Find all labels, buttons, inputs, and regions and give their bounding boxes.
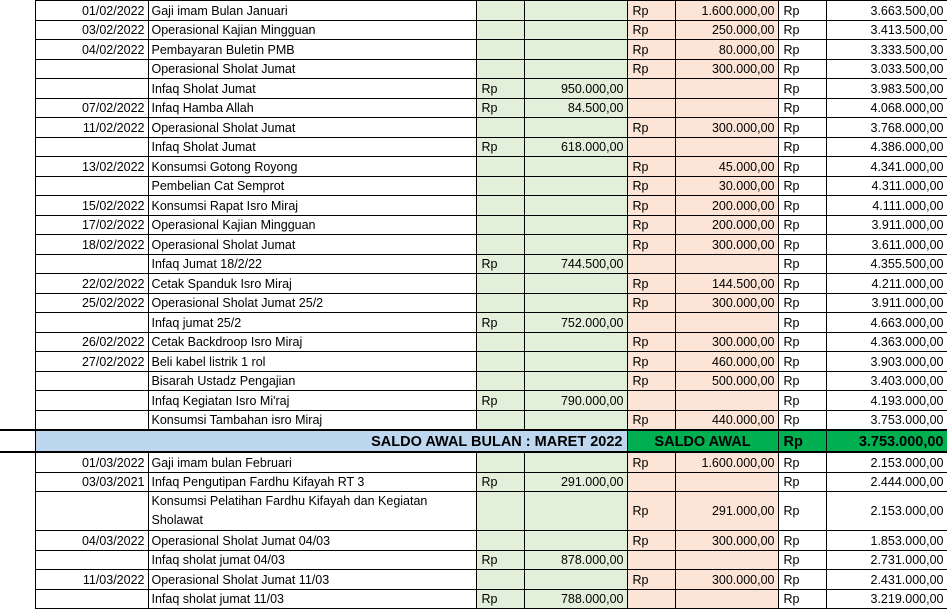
ledger-row — [0, 452, 947, 472]
row-margin — [0, 254, 35, 274]
expense-amount-cell[interactable]: 45.000,00 — [675, 157, 778, 177]
balance-currency-cell[interactable]: Rp — [778, 531, 826, 551]
description-cell[interactable]: Infaq Kegiatan Isro Mi'raj — [148, 391, 476, 411]
date-cell[interactable]: 07/02/2022 — [35, 98, 148, 118]
date-cell[interactable] — [35, 391, 148, 411]
expense-currency-cell[interactable] — [627, 313, 675, 333]
balance-amount-cell[interactable]: 4.341.000,00 — [826, 157, 947, 177]
date-cell[interactable]: 17/02/2022 — [35, 215, 148, 235]
balance-amount-cell[interactable]: 3.911.000,00 — [826, 215, 947, 235]
balance-amount-cell[interactable]: 3.403.000,00 — [826, 371, 947, 391]
balance-currency-cell[interactable]: Rp — [778, 215, 826, 235]
income-currency-cell[interactable]: Rp — [476, 472, 524, 492]
expense-amount-cell[interactable] — [675, 98, 778, 118]
expense-currency-cell[interactable]: Rp — [627, 59, 675, 79]
expense-currency-cell[interactable]: Rp — [627, 332, 675, 352]
income-currency-cell[interactable]: Rp — [476, 98, 524, 118]
balance-currency-cell[interactable]: Rp — [778, 20, 826, 40]
ledger-row — [0, 59, 947, 79]
balance-amount-cell[interactable]: 4.311.000,00 — [826, 176, 947, 196]
expense-amount-cell[interactable]: 30.000,00 — [675, 176, 778, 196]
saldo-awal-currency: Rp — [778, 430, 826, 452]
date-cell[interactable] — [35, 410, 148, 430]
expense-amount-cell[interactable] — [675, 79, 778, 99]
row-margin — [0, 371, 35, 391]
ledger-row — [0, 176, 947, 196]
income-amount-cell[interactable] — [524, 371, 627, 391]
income-amount-cell[interactable] — [524, 196, 627, 216]
balance-amount-cell[interactable]: 4.111.000,00 — [826, 196, 947, 216]
income-currency-cell[interactable] — [476, 196, 524, 216]
ledger-row — [0, 118, 947, 138]
description-cell[interactable]: Operasional Sholat Jumat — [148, 118, 476, 138]
balance-amount-cell[interactable]: 2.431.000,00 — [826, 570, 947, 590]
expense-currency-cell[interactable]: Rp — [627, 157, 675, 177]
ledger-row — [0, 293, 947, 313]
balance-currency-cell[interactable]: Rp — [778, 570, 826, 590]
expense-amount-cell[interactable]: 144.500,00 — [675, 274, 778, 294]
income-amount-cell[interactable] — [524, 332, 627, 352]
row-margin — [0, 98, 35, 118]
description-cell[interactable]: Konsumsi Tambahan isro Miraj — [148, 410, 476, 430]
row-margin — [0, 391, 35, 411]
expense-currency-cell[interactable] — [627, 79, 675, 99]
ledger-row — [0, 589, 947, 609]
income-currency-cell[interactable]: Rp — [476, 391, 524, 411]
description-cell[interactable]: Infaq Sholat Jumat — [148, 79, 476, 99]
balance-currency-cell[interactable]: Rp — [778, 371, 826, 391]
balance-currency-cell[interactable]: Rp — [778, 254, 826, 274]
balance-currency-cell[interactable]: Rp — [778, 79, 826, 99]
expense-amount-cell[interactable] — [675, 137, 778, 157]
date-cell[interactable]: 11/02/2022 — [35, 118, 148, 138]
row-margin — [0, 157, 35, 177]
expense-amount-cell[interactable]: 300.000,00 — [675, 293, 778, 313]
income-amount-cell[interactable] — [524, 274, 627, 294]
income-currency-cell[interactable] — [476, 293, 524, 313]
description-cell[interactable]: Infaq sholat jumat 11/03 — [148, 589, 476, 609]
balance-amount-cell[interactable]: 4.211.000,00 — [826, 274, 947, 294]
date-cell[interactable]: 03/02/2022 — [35, 20, 148, 40]
income-currency-cell[interactable] — [476, 371, 524, 391]
saldo-awal-title: SALDO AWAL BULAN : MARET 2022 — [35, 430, 627, 452]
income-currency-cell[interactable] — [476, 352, 524, 372]
income-amount-cell[interactable]: 84.500,00 — [524, 98, 627, 118]
row-margin — [0, 137, 35, 157]
balance-currency-cell[interactable]: Rp — [778, 452, 826, 472]
ledger-row — [0, 137, 947, 157]
balance-amount-cell[interactable]: 3.333.500,00 — [826, 40, 947, 60]
expense-amount-cell[interactable] — [675, 391, 778, 411]
balance-amount-cell[interactable]: 3.753.000,00 — [826, 410, 947, 430]
row-margin — [0, 59, 35, 79]
income-amount-cell[interactable] — [524, 531, 627, 551]
description-cell[interactable]: Bisarah Ustadz Pengajian — [148, 371, 476, 391]
income-currency-cell[interactable] — [476, 531, 524, 551]
income-currency-cell[interactable]: Rp — [476, 550, 524, 570]
description-cell[interactable]: Gaji imam bulan Februari — [148, 452, 476, 472]
income-amount-cell[interactable] — [524, 452, 627, 472]
expense-amount-cell[interactable]: 200.000,00 — [675, 215, 778, 235]
expense-amount-cell[interactable]: 1.600.000,00 — [675, 1, 778, 21]
expense-amount-cell[interactable]: 80.000,00 — [675, 40, 778, 60]
date-cell[interactable]: 13/02/2022 — [35, 157, 148, 177]
expense-currency-cell[interactable]: Rp — [627, 293, 675, 313]
date-cell[interactable]: 18/02/2022 — [35, 235, 148, 255]
row-margin — [0, 293, 35, 313]
description-cell[interactable]: Operasional Sholat Jumat 11/03 — [148, 570, 476, 590]
income-amount-cell[interactable] — [524, 410, 627, 430]
expense-amount-cell[interactable] — [675, 254, 778, 274]
date-cell[interactable] — [35, 550, 148, 570]
description-cell[interactable]: Cetak Spanduk Isro Miraj — [148, 274, 476, 294]
description-cell[interactable]: Infaq jumat 25/2 — [148, 313, 476, 333]
balance-currency-cell[interactable]: Rp — [778, 472, 826, 492]
income-currency-cell[interactable] — [476, 59, 524, 79]
income-amount-cell[interactable] — [524, 492, 627, 531]
expense-currency-cell[interactable]: Rp — [627, 352, 675, 372]
expense-amount-cell[interactable]: 460.000,00 — [675, 352, 778, 372]
description-cell[interactable]: Infaq Hamba Allah — [148, 98, 476, 118]
balance-amount-cell[interactable]: 4.363.000,00 — [826, 332, 947, 352]
ledger-row — [0, 20, 947, 40]
balance-amount-cell[interactable]: 3.903.000,00 — [826, 352, 947, 372]
income-currency-cell[interactable] — [476, 157, 524, 177]
row-margin — [0, 215, 35, 235]
date-cell[interactable] — [35, 176, 148, 196]
expense-amount-cell[interactable]: 1.600.000,00 — [675, 452, 778, 472]
ledger-row — [0, 531, 947, 551]
description-cell[interactable]: Infaq Jumat 18/2/22 — [148, 254, 476, 274]
row-margin — [0, 570, 35, 590]
balance-amount-cell[interactable]: 3.033.500,00 — [826, 59, 947, 79]
ledger-row — [0, 371, 947, 391]
balance-currency-cell[interactable]: Rp — [778, 274, 826, 294]
row-margin — [0, 352, 35, 372]
description-cell[interactable]: Konsumsi Gotong Royong — [148, 157, 476, 177]
row-margin — [0, 550, 35, 570]
expense-amount-cell[interactable]: 300.000,00 — [675, 59, 778, 79]
balance-currency-cell[interactable]: Rp — [778, 137, 826, 157]
income-currency-cell[interactable] — [476, 410, 524, 430]
expense-amount-cell[interactable] — [675, 589, 778, 609]
date-cell[interactable]: 03/03/2021 — [35, 472, 148, 492]
expense-currency-cell[interactable]: Rp — [627, 570, 675, 590]
income-amount-cell[interactable] — [524, 570, 627, 590]
date-cell[interactable] — [35, 137, 148, 157]
ledger-row — [0, 1, 947, 21]
ledger-row — [0, 157, 947, 177]
expense-currency-cell[interactable]: Rp — [627, 492, 675, 531]
date-cell[interactable]: 11/03/2022 — [35, 570, 148, 590]
income-currency-cell[interactable] — [476, 40, 524, 60]
balance-amount-cell[interactable]: 2.444.000,00 — [826, 472, 947, 492]
description-cell[interactable]: Infaq Pengutipan Fardhu Kifayah RT 3 — [148, 472, 476, 492]
balance-currency-cell[interactable]: Rp — [778, 59, 826, 79]
balance-currency-cell[interactable]: Rp — [778, 391, 826, 411]
expense-amount-cell[interactable]: 300.000,00 — [675, 235, 778, 255]
ledger-row — [0, 235, 947, 255]
income-amount-cell[interactable] — [524, 157, 627, 177]
expense-currency-cell[interactable]: Rp — [627, 176, 675, 196]
expense-amount-cell[interactable] — [675, 550, 778, 570]
saldo-awal-row — [0, 430, 947, 452]
income-amount-cell[interactable]: 744.500,00 — [524, 254, 627, 274]
balance-amount-cell[interactable]: 3.663.500,00 — [826, 1, 947, 21]
balance-amount-cell[interactable]: 4.386.000,00 — [826, 137, 947, 157]
expense-currency-cell[interactable]: Rp — [627, 452, 675, 472]
expense-currency-cell[interactable] — [627, 550, 675, 570]
description-cell[interactable]: Operasional Sholat Jumat — [148, 59, 476, 79]
description-cell[interactable]: Operasional Sholat Jumat 04/03 — [148, 531, 476, 551]
income-amount-cell[interactable]: 878.000,00 — [524, 550, 627, 570]
date-cell[interactable] — [35, 79, 148, 99]
date-cell[interactable]: 15/02/2022 — [35, 196, 148, 216]
ledger-row — [0, 98, 947, 118]
income-currency-cell[interactable]: Rp — [476, 589, 524, 609]
balance-amount-cell[interactable]: 3.413.500,00 — [826, 20, 947, 40]
expense-amount-cell[interactable]: 440.000,00 — [675, 410, 778, 430]
balance-currency-cell[interactable]: Rp — [778, 589, 826, 609]
expense-currency-cell[interactable] — [627, 391, 675, 411]
expense-currency-cell[interactable] — [627, 472, 675, 492]
balance-currency-cell[interactable]: Rp — [778, 492, 826, 531]
expense-currency-cell[interactable]: Rp — [627, 40, 675, 60]
balance-currency-cell[interactable]: Rp — [778, 1, 826, 21]
expense-currency-cell[interactable]: Rp — [627, 118, 675, 138]
balance-currency-cell[interactable]: Rp — [778, 410, 826, 430]
date-cell[interactable] — [35, 59, 148, 79]
expense-amount-cell[interactable]: 291.000,00 — [675, 492, 778, 531]
balance-currency-cell[interactable]: Rp — [778, 157, 826, 177]
expense-currency-cell[interactable]: Rp — [627, 371, 675, 391]
date-cell[interactable]: 22/02/2022 — [35, 274, 148, 294]
balance-amount-cell[interactable]: 3.983.500,00 — [826, 79, 947, 99]
row-margin — [0, 79, 35, 99]
balance-amount-cell[interactable]: 2.153.000,00 — [826, 452, 947, 472]
income-currency-cell[interactable] — [476, 274, 524, 294]
balance-currency-cell[interactable]: Rp — [778, 196, 826, 216]
balance-currency-cell[interactable]: Rp — [778, 40, 826, 60]
expense-amount-cell[interactable]: 500.000,00 — [675, 371, 778, 391]
balance-amount-cell[interactable]: 4.663.000,00 — [826, 313, 947, 333]
date-cell[interactable]: 04/02/2022 — [35, 40, 148, 60]
saldo-awal-label: SALDO AWAL — [627, 430, 778, 452]
income-currency-cell[interactable] — [476, 235, 524, 255]
ledger-row — [0, 313, 947, 333]
balance-currency-cell[interactable]: Rp — [778, 235, 826, 255]
ledger-row — [0, 570, 947, 590]
income-amount-cell[interactable] — [524, 118, 627, 138]
income-amount-cell[interactable]: 950.000,00 — [524, 79, 627, 99]
date-cell[interactable]: 26/02/2022 — [35, 332, 148, 352]
income-amount-cell[interactable]: 788.000,00 — [524, 589, 627, 609]
expense-amount-cell[interactable]: 300.000,00 — [675, 332, 778, 352]
row-margin — [0, 589, 35, 609]
expense-currency-cell[interactable]: Rp — [627, 410, 675, 430]
expense-amount-cell[interactable] — [675, 313, 778, 333]
saldo-awal-value: 3.753.000,00 — [826, 430, 947, 452]
expense-currency-cell[interactable]: Rp — [627, 235, 675, 255]
ledger-row — [0, 332, 947, 352]
income-amount-cell[interactable] — [524, 59, 627, 79]
row-margin — [0, 196, 35, 216]
description-cell[interactable]: Operasional Sholat Jumat 25/2 — [148, 293, 476, 313]
description-cell[interactable]: Gaji imam Bulan Januari — [148, 1, 476, 21]
expense-amount-cell[interactable] — [675, 472, 778, 492]
ledger-row — [0, 352, 947, 372]
ledger-row — [0, 410, 947, 430]
income-amount-cell[interactable] — [524, 1, 627, 21]
balance-currency-cell[interactable]: Rp — [778, 550, 826, 570]
ledger-row — [0, 40, 947, 60]
income-currency-cell[interactable]: Rp — [476, 137, 524, 157]
income-amount-cell[interactable] — [524, 235, 627, 255]
date-cell[interactable]: 27/02/2022 — [35, 352, 148, 372]
description-cell[interactable]: Infaq Sholat Jumat — [148, 137, 476, 157]
description-cell[interactable]: Konsumsi Pelatihan Fardhu Kifayah dan Kegiatan Sholawat — [148, 492, 476, 531]
balance-amount-cell[interactable]: 2.153.000,00 — [826, 492, 947, 531]
row-margin — [0, 118, 35, 138]
income-currency-cell[interactable] — [476, 570, 524, 590]
income-currency-cell[interactable] — [476, 1, 524, 21]
row-margin — [0, 1, 35, 21]
row-margin — [0, 492, 35, 531]
row-margin — [0, 274, 35, 294]
income-amount-cell[interactable]: 618.000,00 — [524, 137, 627, 157]
income-currency-cell[interactable] — [476, 118, 524, 138]
description-cell[interactable]: Pembelian Cat Semprot — [148, 176, 476, 196]
income-currency-cell[interactable] — [476, 492, 524, 531]
balance-currency-cell[interactable]: Rp — [778, 118, 826, 138]
ledger-row — [0, 472, 947, 492]
row-margin — [0, 531, 35, 551]
income-amount-cell[interactable]: 291.000,00 — [524, 472, 627, 492]
expense-currency-cell[interactable]: Rp — [627, 215, 675, 235]
balance-amount-cell[interactable]: 3.611.000,00 — [826, 235, 947, 255]
date-cell[interactable] — [35, 371, 148, 391]
description-cell[interactable]: Beli kabel listrik 1 rol — [148, 352, 476, 372]
expense-currency-cell[interactable] — [627, 589, 675, 609]
expense-amount-cell[interactable]: 300.000,00 — [675, 118, 778, 138]
income-amount-cell[interactable] — [524, 293, 627, 313]
description-cell[interactable]: Operasional Kajian Mingguan — [148, 215, 476, 235]
row-margin — [0, 176, 35, 196]
income-currency-cell[interactable] — [476, 176, 524, 196]
balance-amount-cell[interactable]: 4.068.000,00 — [826, 98, 947, 118]
date-cell[interactable] — [35, 492, 148, 531]
ledger-row — [0, 254, 947, 274]
income-currency-cell[interactable]: Rp — [476, 254, 524, 274]
description-cell[interactable]: Pembayaran Buletin PMB — [148, 40, 476, 60]
ledger-row — [0, 550, 947, 570]
balance-currency-cell[interactable]: Rp — [778, 332, 826, 352]
ledger-row — [0, 79, 947, 99]
date-cell[interactable]: 25/02/2022 — [35, 293, 148, 313]
description-cell[interactable]: Konsumsi Rapat Isro Miraj — [148, 196, 476, 216]
income-currency-cell[interactable]: Rp — [476, 313, 524, 333]
description-cell[interactable]: Cetak Backdroop Isro Miraj — [148, 332, 476, 352]
income-currency-cell[interactable] — [476, 215, 524, 235]
expense-amount-cell[interactable]: 300.000,00 — [675, 570, 778, 590]
income-currency-cell[interactable] — [476, 452, 524, 472]
date-cell[interactable]: 01/03/2022 — [35, 452, 148, 472]
row-margin — [0, 472, 35, 492]
expense-currency-cell[interactable]: Rp — [627, 531, 675, 551]
income-amount-cell[interactable] — [524, 20, 627, 40]
balance-amount-cell[interactable]: 3.768.000,00 — [826, 118, 947, 138]
date-cell[interactable]: 01/02/2022 — [35, 1, 148, 21]
date-cell[interactable] — [35, 254, 148, 274]
income-currency-cell[interactable]: Rp — [476, 79, 524, 99]
date-cell[interactable] — [35, 313, 148, 333]
expense-currency-cell[interactable] — [627, 137, 675, 157]
income-amount-cell[interactable] — [524, 352, 627, 372]
row-margin — [0, 452, 35, 472]
ledger-row — [0, 274, 947, 294]
expense-currency-cell[interactable] — [627, 98, 675, 118]
ledger-row — [0, 215, 947, 235]
balance-currency-cell[interactable]: Rp — [778, 293, 826, 313]
balance-currency-cell[interactable]: Rp — [778, 313, 826, 333]
ledger-row — [0, 196, 947, 216]
row-margin — [0, 20, 35, 40]
income-amount-cell[interactable]: 752.000,00 — [524, 313, 627, 333]
income-currency-cell[interactable] — [476, 332, 524, 352]
balance-currency-cell[interactable]: Rp — [778, 176, 826, 196]
date-cell[interactable]: 04/03/2022 — [35, 531, 148, 551]
expense-currency-cell[interactable]: Rp — [627, 274, 675, 294]
ledger-row — [0, 492, 947, 531]
balance-amount-cell[interactable]: 4.355.500,00 — [826, 254, 947, 274]
balance-amount-cell[interactable]: 4.193.000,00 — [826, 391, 947, 411]
income-amount-cell[interactable] — [524, 215, 627, 235]
row-margin — [0, 410, 35, 430]
description-cell[interactable]: Operasional Kajian Mingguan — [148, 20, 476, 40]
description-cell[interactable]: Operasional Sholat Jumat — [148, 235, 476, 255]
income-amount-cell[interactable]: 790.000,00 — [524, 391, 627, 411]
balance-currency-cell[interactable]: Rp — [778, 98, 826, 118]
balance-amount-cell[interactable]: 3.219.000,00 — [826, 589, 947, 609]
row-margin — [0, 313, 35, 333]
balance-amount-cell[interactable]: 2.731.000,00 — [826, 550, 947, 570]
expense-currency-cell[interactable]: Rp — [627, 1, 675, 21]
row-margin — [0, 332, 35, 352]
date-cell[interactable] — [35, 589, 148, 609]
expense-currency-cell[interactable] — [627, 254, 675, 274]
description-cell[interactable]: Infaq sholat jumat 04/03 — [148, 550, 476, 570]
row-margin — [0, 40, 35, 60]
balance-amount-cell[interactable]: 3.911.000,00 — [826, 293, 947, 313]
expense-currency-cell[interactable]: Rp — [627, 20, 675, 40]
income-currency-cell[interactable] — [476, 20, 524, 40]
balance-currency-cell[interactable]: Rp — [778, 352, 826, 372]
expense-currency-cell[interactable]: Rp — [627, 196, 675, 216]
income-amount-cell[interactable] — [524, 176, 627, 196]
expense-amount-cell[interactable]: 250.000,00 — [675, 20, 778, 40]
balance-amount-cell[interactable]: 1.853.000,00 — [826, 531, 947, 551]
ledger-row — [0, 391, 947, 411]
expense-amount-cell[interactable]: 200.000,00 — [675, 196, 778, 216]
expense-amount-cell[interactable]: 300.000,00 — [675, 531, 778, 551]
income-amount-cell[interactable] — [524, 40, 627, 60]
row-margin — [0, 235, 35, 255]
